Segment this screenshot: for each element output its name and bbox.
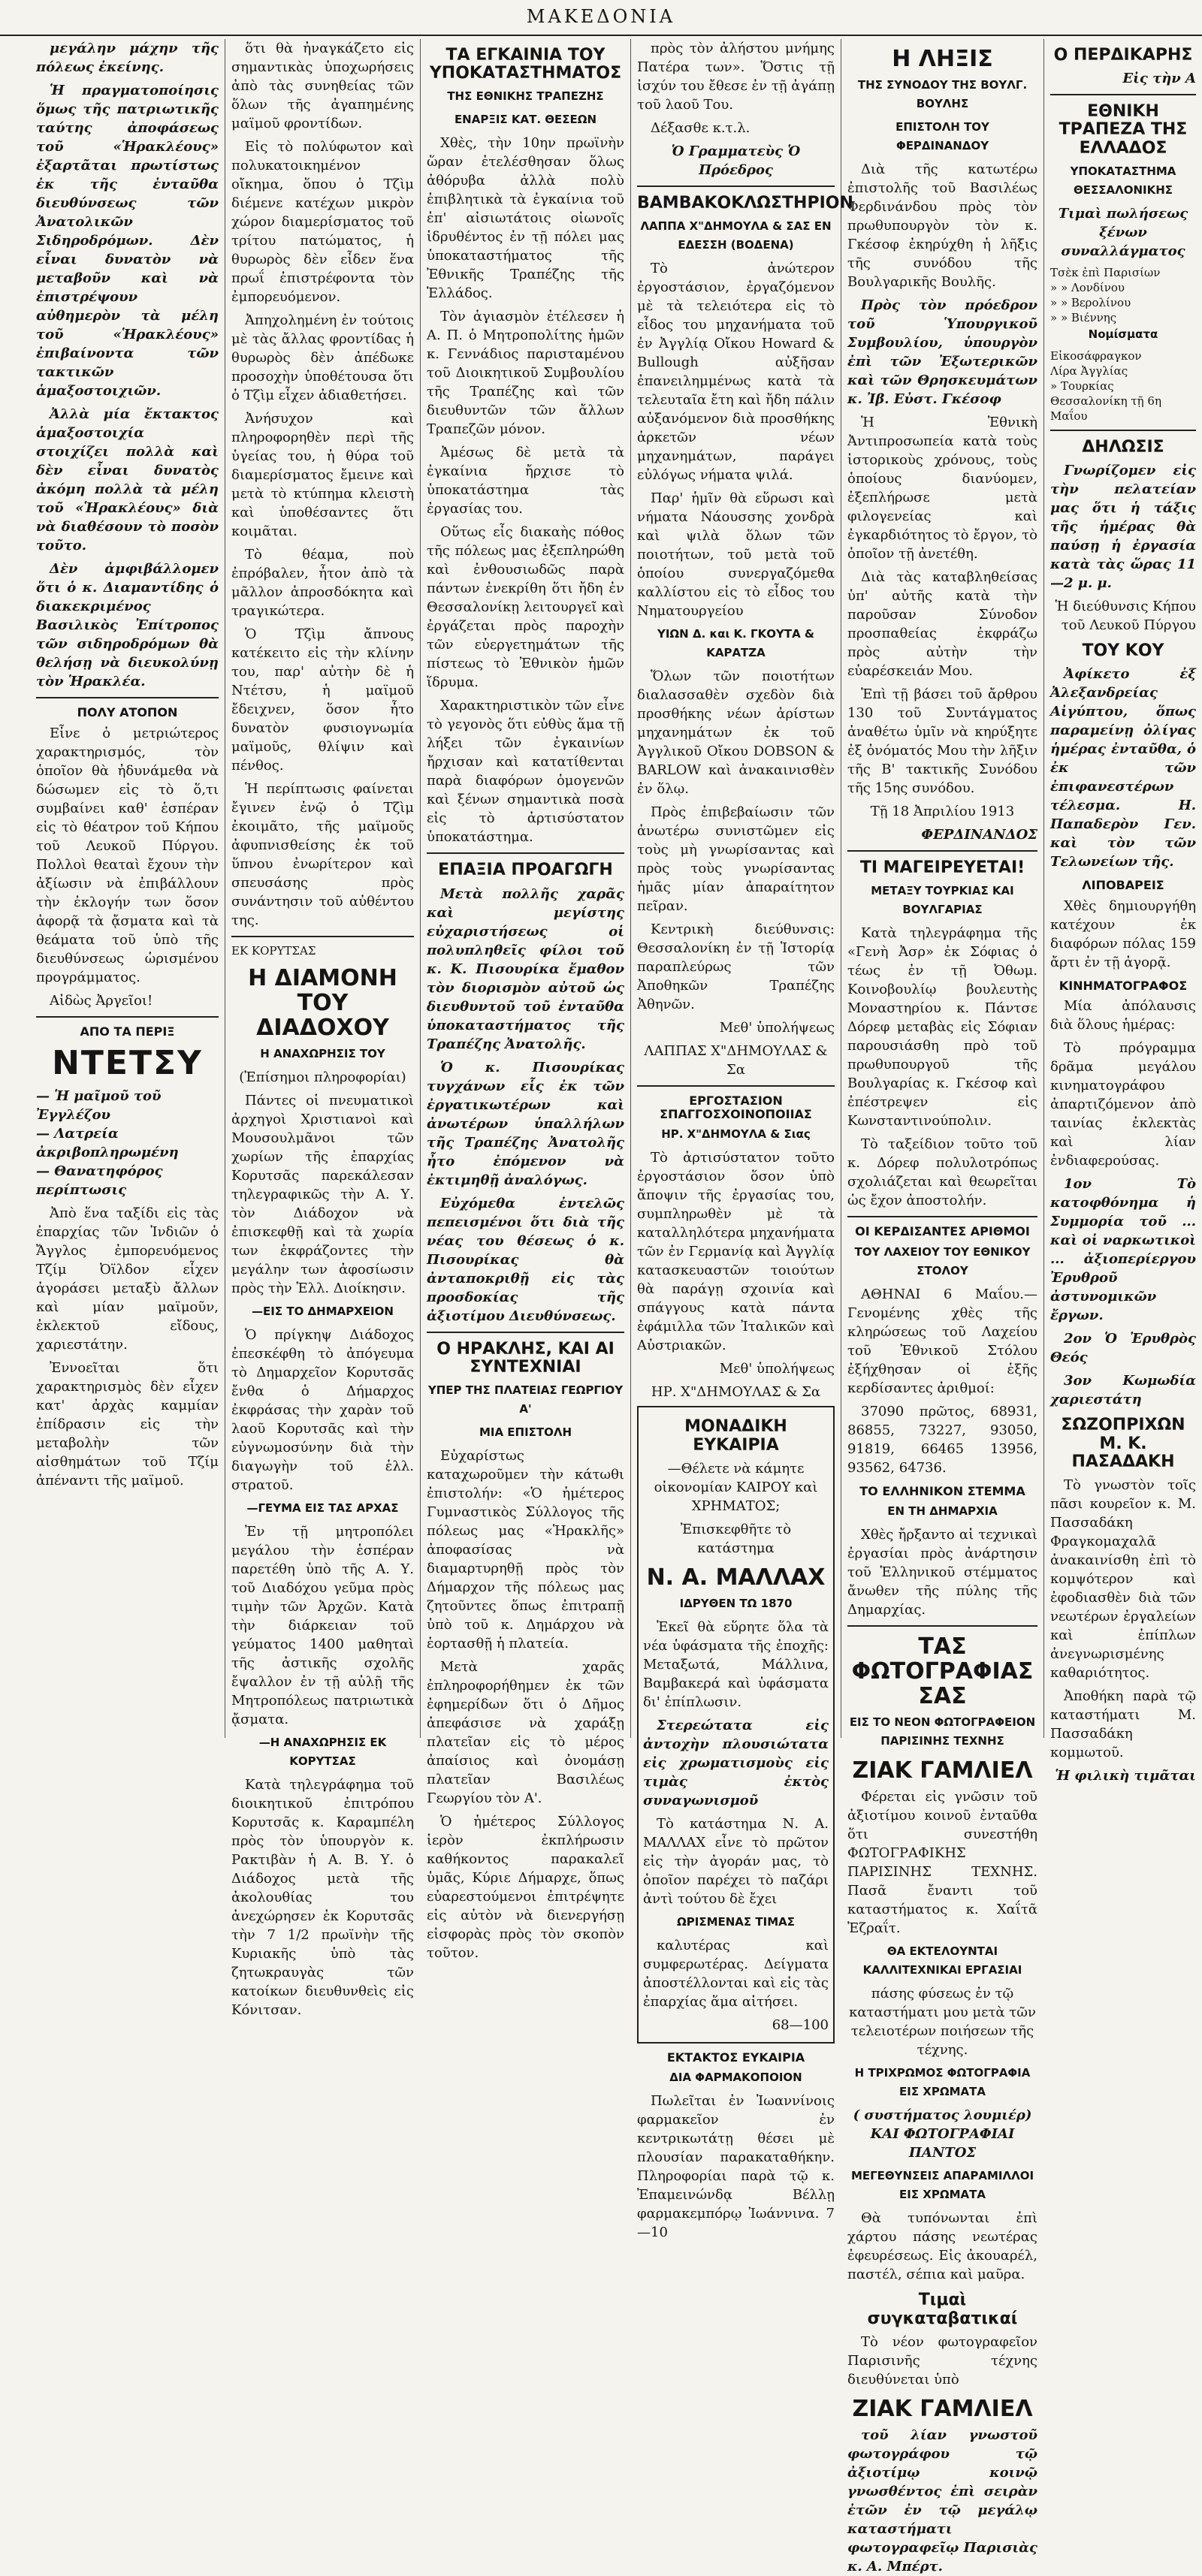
article-paragraph: Ἡ φιλικὴ τιμᾶται (1055, 1767, 1196, 1784)
article-paragraph: Γνωρίζομεν εἰς τὴν πελατείαν μας ὅτι ἡ τάξις τῆς ἡμέρας θὰ παύσῃ ἡ ἐργασία κατὰ τὰς ὥρας 11—2 μ. μ. (1050, 462, 1196, 591)
headline-fotografias: ΤΑΣ ΦΩΤΟΓΡΑΦΙΑΣ ΣΑΣ (851, 1633, 1034, 1710)
ad-paragraph: Πωλεῖται ἐν Ἰωαννίνοις φαρμακεῖον ἐν κεντρικωτάτῃ θέσει μὲ πλουσίαν παρακαταθήκην. Πληροφορίαι παρὰ τῷ κ. Ἐπαμεινώνδᾳ Βέλλῃ φαρμακεμπόρῳ Ἰωάννινα. 7—10 (637, 2093, 835, 2241)
article-paragraph: Ἀπηχολημένη ἐν τούτοις μὲ τὰς ἄλλας φροντίδας ἡ θυρωρὸς δὲν ἀπέδωκε προσοχὴν ὑποθέτουσα ὅτι ὁ Τζὶμ εἶχεν ἀδιαθετήσει. (231, 312, 414, 403)
article-paragraph: Χθὲς ἤρξαντο αἱ τεχνικαὶ ἐργασίαι πρὸς ἀνάρτησιν τοῦ Ἑλληνικοῦ στέμματος ἄνωθεν τῆς πύλης τῆς Δημαρχίας. (847, 1527, 1037, 1618)
article-paragraph: Μετὰ χαρᾶς ἐπληροφορήθημεν ἐκ τῶν ἐφημερίδων ὅτι ὁ Δῆμος ἀπεφάσισε νὰ χαράξῃ πλατεῖαν εἰς τὸ μέρος ἀπαίσιος καὶ ὀνομάσῃ πλατεῖαν Βασιλέως Γεωργίου τὸν Α'. (427, 1658, 624, 1806)
article-paragraph: 3ον Κωμωδία χαριεστάτη (1050, 1373, 1196, 1408)
headline-monadiki: ΜΟΝΑΔΙΚΗ ΕΥΚΑΙΡΙΑ (684, 1417, 787, 1455)
article-paragraph: Εὐχόμεθα ἐντελῶς πεπεισμένοι ὅτι διὰ τῆς νέας του θέσεως ὁ κ. Πισουρίκας θὰ ἀνταποκριθῇ εἰς τὰς προσδοκίας τῆς ἀξιοτίμου Διευθύνσεως. (427, 1195, 624, 1324)
article-paragraph: 2ον Ὁ Ἐρυθρὸς Θεός (1050, 1331, 1196, 1366)
article-paragraph: Αἰδὼς Ἀργεῖοι! (50, 992, 153, 1009)
ad-paragraph: καλυτέρας καὶ συμφερωτέρας. Δείγματα ἀποστέλλονται καὶ εἰς τὰς ἐπαρχίας ἅμα αἰτήσει. (643, 1937, 829, 2010)
subheadline-megethynseis: ΜΕΓΕΘΥΝΣΕΙΣ ΑΠΑΡΑΜΙΛΛΟΙ ΕΙΣ ΧΡΩΜΑΤΑ (850, 2169, 1034, 2202)
subheadline-ellinikon: ΕΝ ΤΗ ΔΗΜΑΡΧΙΑ (887, 1504, 998, 1519)
headline-mageireyetai: ΤΙ ΜΑΓΕΙΡΕΥΕΤΑΙ! (859, 858, 1025, 877)
article-paragraph: Εἶνε ὁ μετριώτερος χαρακτηρισμός, τὸν ὁποῖον θὰ ἠδυνάμεθα νὰ δώσωμεν εἰς τὸ ὅ,τι συμβαίνει καθ' ἑσπέραν εἰς τὸ θέατρον τοῦ Κήπου τοῦ Λευκοῦ Πύργου. Πολλοὶ θεαταὶ ἔχουν τὴν ἀξίωσιν νὰ ἐπιβάλλουν τὴν ἐκλογήν των ὅσον ἀφορᾷ τὰ ᾄσματα καὶ τὰ θεάματα τοῦ ὑπὸ τῆς διευθύνσεως ὡρισμένου προγράμματος. (36, 725, 219, 985)
article-paragraph: Πρὸς τὸν πρόεδρον τοῦ Ὑπουργικοῦ Συμβουλίου, ὑπουργὸν ἐπὶ τῶν Ἐξωτερικῶν καὶ τῶν Θρησκευμάτων κ. Ἰβ. Εὐστ. Γκέσοφ (847, 297, 1037, 407)
ad-paragraph: ΛΑΠΠΑΣ Χ"ΔΗΜΟΥΛΑΣ & Σα (644, 1043, 828, 1078)
divider (36, 1016, 219, 1018)
article-paragraph: Χαρακτηριστικὸν τῶν εἶνε τὸ γεγονὸς ὅτι εὐθὺς ἅμα τῇ λήξει τῶν ἐγκαινίων ἤρχισαν καὶ κατατίθενται παρὰ διαφόρων ὁμογενῶν καὶ ξένων σημαντικὰ ποσὰ εἰς τὸ ἀρτισύστατον ὑποκατάστημα. (427, 698, 624, 846)
ntetsy-subheads (36, 1087, 219, 1199)
article-paragraph: Τιμαὶ πωλήσεως ξένων συναλλάγματος (1058, 205, 1188, 259)
subheadline-ektaktos: ΔΙΑ ΦΑΡΜΑΚΟΠΟΙΟΝ (669, 2071, 802, 2085)
article-paragraph: Ἡ περίπτωσις φαίνεται ἔγινεν ἐνῷ ὁ Τζὶμ ἐκοιμᾶτο, τῆς μαϊμοῦς ἀφυπνισθείσης ἐκ τοῦ ὕπνου ἐνωρίτερον καὶ σπευσάσης πρὸς συνάντησιν τοῦ αὐθέντου της. (231, 781, 414, 928)
dateline-korytsa: ΕΚ ΚΟΡΥΤΣΑΣ (231, 944, 316, 958)
headline-timai: Τιμαὶ συγκαταβατικαί (867, 2291, 1018, 2328)
ad-paragraph: Μεθ' ὑπολήψεως (719, 1361, 835, 1377)
article-paragraph: πρὸς τὸν ἀλήστου μνήμης Πατέρα των». Ὅστις τῇ ἰσχύν του ἔθεσε ἐν τῇ ἀγάπῃ τοῦ λαοῦ Του. (637, 41, 835, 113)
article-paragraph: Ἐν τῇ μητροπόλει μεγάλου τὴν ἑσπέραν παρετέθη ὑπὸ τῆς Α. Υ. τοῦ Διαδόχου γεῦμα πρὸς τιμὴν τῶν Ἀρχῶν. Κατὰ τὴν διάρκειαν τοῦ γεύματος 1400 μαθηταὶ τῆς ἀστικῆς σχολῆς ἔψαλλον ἐν τῇ αὐλῇ τῆς Μητροπόλεως πατριωτικὰ ᾄσματα. (231, 1524, 414, 1727)
ad-paragraph: τοῦ λίαν γνωστοῦ φωτογράφου τῷ ἀξιοτίμῳ κοινῷ γνωσθέντος ἐπὶ σειρὰν ἐτῶν ἐν τῷ μεγάλῳ καταστήματι φωτογραφεῖῳ Παρισιὰς κ. Α. Μπέρτ. (847, 2427, 1037, 2574)
ad-paragraph: Τὸ ἀρτισύστατον τοῦτο ἐργοστάσιον ὅσον ὑπὸ ἄποψιν τῆς ἐργασίας του, συμπληρωθὲν μὲ τὰ καταλληλότερα μηχανήματα τῶν ἐν Γερμανίᾳ καὶ Ἀγγλίᾳ κατασκευαστῶν τοιούτων θὰ παράγῃ σχοινία καὶ σπάγγους κατὰ πάντα ἐφάμιλλα τῶν Ἰταλικῶν καὶ Αὐστριακῶν. (637, 1150, 835, 1354)
divider (427, 1332, 624, 1333)
section-heading-apo: ΑΠΟ ΤΑ ΠΕΡΙΞ (80, 1024, 175, 1039)
headline-ntetsy: ΝΤΕΤΣΥ (52, 1044, 203, 1083)
ad-paragraph: Ὅλων τῶν ποιοτήτων διαλασσαθὲν σχεδὸν διὰ προσθήκης νέων ἀρίστων μηχανημάτων ἐκ τοῦ Ἀγγλικοῦ Οἴκου DOBSON & BARLOW καὶ ἀνακαινισθὲν ἐν ὅλῳ. (637, 668, 835, 798)
subheadline-lixis-2: ΕΠΙΣΤΟΛΗ ΤΟΥ ΦΕΡΔΙΝΑΝΔΟΥ (895, 120, 989, 152)
subheadline-ethniki: ΥΠΟΚΑΤΑΣΤΗΜΑ ΘΕΣΣΑΛΟΝΙΚΗΣ (1070, 164, 1176, 197)
headline-ziak: ΖΙΑΚ ΓΑΜΛΙΕΛ (852, 1757, 1033, 1784)
ad-paragraph: ( συστήματος λουμιέρ) ΚΑΙ ΦΩΤΟΓΡΑΦΙΑΙ ΠΑΝΤΟΣ (853, 2107, 1032, 2161)
headline-sozoprixon: ΣΩΖΟΠΡΙΧΩΝ Μ. Κ. ΠΑΣΑΔΑΚΗ (1061, 1416, 1185, 1471)
article-paragraph: Πάντες οἱ πνευματικοὶ ἀρχηγοὶ Χριστιανοὶ καὶ Μουσουλμᾶνοι τῶν χωρίων τῆς ἐπαρχίας Κορυτσᾶς παρεκάλεσαν τηλεγραφικῶς τὴν Α. Υ. τὸν Διάδοχον νὰ ἐπισκεφθῇ καὶ τὰ χωρία των ἐκφράζοντες τὴν μεγάλην των ἀφοσίωσιν πρὸς τὴν Ἑλλ. Διοίκησιν. (231, 1093, 414, 1296)
divider (1050, 430, 1196, 431)
article-paragraph: Ἀλλὰ μία ἔκτακτος ἁμαξοστοιχία στοιχίζει πολλὰ καὶ δὲν εἶναι δυνατὸς ἀκόμη πολλὰ τὰ μέλη τοῦ «Ἡρακλέους» διὰ νὰ διαθέσουν τὸ ποσὸν τοῦτο. (36, 406, 219, 554)
article-paragraph: Ἐπὶ τῇ βάσει τοῦ ἄρθρου 130 τοῦ Συντάγματος ἀναθέτω ὑμῖν νὰ κηρύξητε ἐξ ὀνόματός Μου τὴν λῆξιν τῆς Β' τακτικῆς Συνόδου τῆς 15ης συνόδου. (847, 686, 1037, 796)
headline-iraklis: Ο ΗΡΑΚΛΗΣ, ΚΑΙ ΑΙ ΣΥΝΤΕΧΝΙΑΙ (436, 1339, 615, 1377)
divider (1050, 94, 1196, 95)
article-paragraph: Διὰ τὰς καταβληθείσας ὑπ' αὐτῆς κατὰ τὴν παροῦσαν Σύνοδον προσπαθείας ἐκφράζω πρὸς αὐτὴν τὴν εὐαρέσκειάν Μου. (847, 569, 1037, 679)
divider (637, 186, 835, 187)
headline-poly-atopon: ΠΟΛΥ ΑΤΟΠΟΝ (77, 705, 178, 719)
headline-ethniki: ΕΘΝΙΚΗ ΤΡΑΠΕΖΑ ΤΗΣ ΕΛΛΑΔΟΣ (1059, 102, 1188, 158)
article-paragraph: Ἀμέσως δὲ μετὰ τὰ ἐγκαίνια ἤρχισε τὸ ὑποκατάστημα τὰς ἐργασίας του. (427, 445, 624, 517)
headline-vamvakoklostirion: ΒΑΜΒΑΚΟΚΛΩΣΤΗΡΙΟΝ (637, 194, 853, 213)
article-paragraph: Χθὲς, τὴν 10ην πρωϊνὴν ὥραν ἐτελέσθησαν ὅλως ἀθόρυβα ἀλλὰ πολὺ ἐπιβλητικὰ τὰ ἐγκαίνια τοῦ ἐπ' αἰσιωτάτοις οἰωνοῖς ἱδρυθέντος ἐν τῇ πόλει μας ὑποκαταστήματος τῆς Ἐθνικῆς Τραπέζης τῆς Ἑλλάδος. (427, 135, 624, 302)
article-paragraph: Τὸ γνωστὸν τοῖς πᾶσι κουρεῖον κ. Μ. Πασσαδάκη Φραγκομαχαλᾶ ἀνακαινίσθη ἐπὶ τὸ κομψότερον καὶ ἐφοδιασθὲν διὰ τῶν νεωτέρων ἐργαλείων καὶ ἐπίπλων ἀνεγνωρισμένης καθαριότητος. (1050, 1477, 1196, 1681)
divider (847, 1216, 1037, 1217)
ad-paragraph: πάσης φύσεως ἐν τῷ καταστήματι μου μετὰ τῶν τελειοτέρων ποιήσεων τῆς τέχνης. (849, 1986, 1036, 2059)
article-paragraph: ΑΘΗΝΑΙ 6 Μαΐου.— Γενομένης χθὲς τῆς κληρώσεως τοῦ Λαχείου τοῦ Ἐθνικοῦ Στόλου ἐξήχθησαν οἱ ἑξῆς κερδίσαντες ἀριθμοί: (847, 1286, 1037, 1396)
article-paragraph: Οὕτως εἶς διακαὴς πόθος τῆς πόλεως μας ἐξεπληρώθη καὶ ἐνθουσιωδῶς παρὰ πάντων ἐνεκρίθη ὅτι ἤδη ἐν Θεσσαλονίκῃ λειτουργεῖ καὶ ἐργάζεται πρὸς παροχὴν τῶν εὐεργετημάτων τῆς πίστεως τὸ Ἐθνικὸν ἡμῶν ἵδρυμα. (427, 524, 624, 691)
ad-paragraph: Τὸ νέον φωτογραφεῖον Παρισινῆς τέχνης διευθύνεται ὑπὸ (847, 2333, 1037, 2387)
headline-ziak-2: ΖΙΑΚ ΓΑΜΛΙΕΛ (852, 2395, 1033, 2422)
column-2 (225, 39, 421, 2018)
ad-price: 68—100 (772, 2016, 829, 2033)
article-date: Τῇ 18 Ἀπριλίου 1913 (870, 804, 1015, 819)
article-paragraph: Ἐννοεῖται ὅτι χαρακτηρισμὸς δὲν εἶχεν κατ' ἀρχὰς καμμίαν ἐπίδρασιν εἰς τὴν μεταβολὴν τῶν αἰσθημάτων τοῦ Τζίμ ἀπέναντι τῆς μαϊμοῦ. (36, 1359, 219, 1489)
coin-row: » Τουρκίας (1050, 379, 1114, 393)
headline-lipovareis: ΛΙΠΟΒΑΡΕΙΣ (1082, 878, 1164, 893)
lottery-numbers: 37090 πρῶτος, 68931, 86855, 73227, 93050, 91819, 66465 13956, 93562, 64736. (847, 1403, 1037, 1476)
subheadline-mageireyetai: ΜΕΤΑΞΥ ΤΟΥΡΚΙΑΣ ΚΑΙ ΒΟΥΛΓΑΡΙΑΣ (871, 884, 1014, 917)
divider (637, 1085, 835, 1087)
ad-box-mallax (637, 1406, 835, 2043)
ad-paragraph: Στερεώτατα εἰς ἀντοχὴν πλουσιώτατα εἰς χρωματισμοὺς εἰς τιμὰς ἐκτὸς συναγωνισμοῦ (643, 1717, 829, 1808)
column-4 (631, 39, 853, 2241)
headline-diamoni: Η ΔΙΑΜΟΝΗ ΤΟΥ ΔΙΑΔΟΧΟΥ (248, 965, 397, 1041)
ad-paragraph: ΗΡ. Χ"ΔΗΜΟΥΛΑΣ & Σα (651, 1384, 821, 1401)
divider (427, 852, 624, 854)
headline-ergostasion: ΕΡΓΟΣΤΑΣΙΟΝ ΣΠΑΓΓΟΣΧΟΙΝΟΠΟΙΙΑΣ (660, 1093, 812, 1121)
headline-kinimatografos: ΚΙΝΗΜΑΤΟΓΡΑΦΟΣ (1059, 978, 1188, 993)
subheadline-diamoni: Η ΑΝΑΧΩΡΗΣΙΣ ΤΟΥ (260, 1047, 385, 1060)
subheadline-vamv-2: ΥΙΩΝ Δ. και Κ. ΓΚΟΥΤΑ & ΚΑΡΑΤΖΑ (657, 627, 814, 660)
subheadline-vamv: ΛΑΠΠΑ Χ"ΔΗΜΟΥΛΑ & ΣΑΣ ΕΝ ΕΔΕΣΣΗ (ΒΟΔΕΝΑ) (640, 219, 832, 252)
subheadline-egkainia-2: ΕΝΑΡΞΙΣ ΚΑΤ. ΘΕΣΕΩΝ (454, 113, 597, 127)
article-paragraph: Ὁ πρίγκηψ Διάδοχος ἐπεσκέφθη τὸ ἀπόγευμα τὸ Δημαρχεῖον Κορυτσᾶς ἔνθα ὁ Δήμαρχος ἐκφράσας τὴν χαρὰν τοῦ λαοῦ Κορυτσᾶς καὶ τὴν εὐγνωμοσύνην διὰ τὴν διαγωγὴν τοῦ ἑλλ. στρατοῦ. (231, 1327, 414, 1493)
divider (847, 1625, 1037, 1627)
rate-row: » » Βερολίνου (1050, 295, 1131, 309)
article-paragraph: Κατὰ τηλεγράφημα τῆς «Γενὴ Ἀσρ» ἐκ Σόφιας ὁ τέως ἐν τῇ Ὀθωμ. Κοινοβουλίῳ βουλευτὴς Μοναστηρίου κ. Πάντσε Δόρεφ μεταβὰς εἰς Σόφιαν παρουσιάσθη πρὸ τοῦ πρωθυπουργοῦ τῆς Βουλγαρίας κ. Γκέσοφ καὶ ἐπέστρεψεν εἰς Κωνσταντινούπολιν. (847, 925, 1037, 1130)
headline-ektaktos: ΕΚΤΑΚΤΟΣ ΕΥΚΑΙΡΙΑ (666, 2050, 805, 2065)
subheadline-fotografias: ΕΙΣ ΤΟ ΝΕΟΝ ΦΩΤΟΓΡΑΦΕΙΟΝ ΠΑΡΙΣΙΝΗΣ ΤΕΧΝΗΣ (849, 1715, 1036, 1748)
headline-tou-kou: ΤΟΥ ΚΟΥ (1082, 641, 1164, 660)
article-paragraph: Ἡ διεύθυνσις Κήπου τοῦ Λευκοῦ Πύργου (1055, 598, 1196, 633)
article-paragraph: Ὁ Τζὶμ ἄπνους κατέκειτο εἰς τὴν κλίνην του, παρ' αὐτὴν δὲ ἡ Ντέτσυ, ἡ μαϊμοῦ ἔδειχνεν, ὅσον ἦτο δυνατὸν φυσιογνωμία μαϊμοῦς, θλίψιν καὶ πένθος. (231, 626, 414, 774)
article-paragraph: Ἀπὸ ἕνα ταξίδι εἰς τὰς ἐπαρχίας τῶν Ἰνδιῶν ὁ Ἄγγλος ἐμπορευόμενος Τζίμ Ὀϊλδον εἶχεν ἀγοράσει μεταξὺ ἄλλων καὶ μίαν μαϊμοῦν, ἐκλεκτοῦ εἴδους, χαριεστάτην. (36, 1205, 219, 1353)
ad-paragraph: Τὸ ἀνώτερον ἐργοστάσιον, ἐργαζόμενον μὲ τὰ τελειότερα εἰς τὸ εἶδος του μηχανήματα τοῦ ἐν Ἀγγλίᾳ Οἴκου Howard & Bullough αὐξῆσαν ἐπανειλημμένως κατὰ τὰ τελευταῖα ἔτη καὶ ἤδη πάλιν αὐξανόμενον διὰ προσθήκης ἀρκετῶν νέων μηχανημάτων, παράγει εὐλόγως νήματα ψιλά. (637, 261, 835, 484)
ad-paragraph: Ἐκεῖ θὰ εὕρητε ὅλα τὰ νέα ὑφάσματα τῆς ἐποχῆς: Μεταξωτά, Μάλλινα, Βαμβακερά καὶ ὑφάσματα δι' ἐπίπλωσιν. (643, 1618, 829, 1710)
headline-egkainia: ΤΑ ΕΓΚΑΙΝΙΑ ΤΟΥ ΥΠΟΚΑΤΑΣΤΗΜΑΤΟΣ (429, 46, 622, 83)
ad-paragraph: —Θέλετε νὰ κάμητε οἰκονομίαν ΚΑΙΡΟΥ καὶ ΧΡΗΜΑΤΟΣ; (654, 1460, 818, 1514)
article-paragraph: ὅτι θὰ ἠναγκάζετο εἰς σημαντικὰς ὑποχωρήσεις ἀπὸ τὰς συνηθείας τῶν ὅλων τῆς ἀγαπημένης μαϊμοῦ φροντίδων. (231, 41, 414, 131)
coin-row: Θεσσαλονίκη τῇ 6η Μαΐου (1050, 394, 1161, 423)
column-5 (841, 39, 1044, 2574)
subhead: — Θανατηφόρος περίπτωσις (36, 1163, 163, 1198)
article-paragraph: Ἀφίκετο ἐξ Ἀλεξανδρείας Αἰγύπτου, ὅπως παραμείνῃ ὀλίγας ἡμέρας ἐνταῦθα, ὁ ἐκ τῶν ἐπιφανεστέρων τέλεσμα. Η. Παπαδερὸν Γεν. καὶ τὸν τῶν Τελωνείων τῆς. (1050, 666, 1196, 870)
subheadline-geyma: —ΓΕΥΜΑ ΕΙΣ ΤΑΣ ΑΡΧΑΣ (246, 1501, 399, 1515)
article-paragraph: Διὰ τῆς κατωτέρω ἐπιστολῆς τοῦ Βασιλέως Φερδινάνδου πρὸς τὸν πρωθυπουργὸν τὸν κ. Γκέσοφ ἐκηρύχθη ἡ λῆξις τῆς συνόδου τῆς Βουλγαρικῆς Βουλῆς. (847, 161, 1037, 290)
article-paragraph: Δέξασθε κ.τ.λ. (651, 120, 750, 136)
rate-row: Τσὲκ ἐπὶ Παρισίων (1050, 265, 1161, 279)
column-1 (30, 39, 225, 1738)
article-paragraph: 1ον Τὸ κατοφθόνημα ἡ Συμμορία τοῦ ... καὶ οἱ ναρκωτικοὶ ... ἀξιοπερίεργου Ἐρυθροῦ ἀστυνομικῶν ἔργων. (1050, 1176, 1196, 1324)
article-paragraph: (Ἐπίσημοι πληροφορίαι) (239, 1069, 406, 1085)
headline-lixis: Η ΛΗΞΙΣ (892, 46, 993, 72)
article-paragraph: Τὸ πρόγραμμα δρᾶμα μεγάλου κινηματογράφου ἀπαρτιζόμενον ἀπὸ ταινίας ἐκλεκτὰς καὶ λίαν ἐνδιαφερούσας. (1050, 1040, 1196, 1169)
article-paragraph: Ὁ κ. Πισουρίκας τυγχάνων εἷς ἐκ τῶν ἐργατικωτέρων καὶ ἀνωτέρων ὑπαλλήλων τῆς Τραπέζης Ἀνατολῆς ἦτο ἐπόμενον νὰ ἐκτιμηθῇ ἀναλόγως. (427, 1059, 624, 1188)
ad-paragraph: Τὸ κατάστημα Ν. Α. ΜΑΛΛΑΧ εἶνε τὸ πρῶτον εἰς τὴν ἀγοράν μας, τὸ ὁποῖον παρέχει τὸ παζάρι ἀντὶ τούτου δὲ ἔχει (643, 1815, 829, 1907)
article-paragraph: Κατὰ τηλεγράφημα τοῦ διοικητικοῦ ἐπιτρόπου Κορυτσᾶς κ. Καραμπέλη πρὸς τὸν ὑπουργὸν κ. Ρακτιβὰν ἡ Α. Β. Υ. ὁ Διάδοχος μετὰ τῆς ἀκολουθίας του ἀνεχώρησεν ἐκ Κορυτσᾶς τὴν 7 1/2 πρωϊνὴν τῆς Κυριακῆς ὑπὸ τὰς ζητωκραυγὰς τῶν κατοίκων διευθυνθεὶς εἰς Κόνιτσαν. (231, 1777, 414, 2018)
headline-perdikaris: Ο ΠΕΡΔΙΚΑΡΗΣ (1053, 46, 1193, 65)
article-paragraph: Τὸ θέαμα, ποὺ ἐπρόβαλεν, ἦτον ἀπὸ τὰ μᾶλλον ἀπροσδόκητα καὶ τραγικώτερα. (231, 547, 414, 619)
article-paragraph: μεγάλην μάχην τῆς πόλεως ἐκείνης. (36, 41, 219, 75)
subheadline-iraklis: ΥΠΕΡ ΤΗΣ ΠΛΑΤΕΙΑΣ ΓΕΩΡΓΙΟΥ Α' (427, 1383, 624, 1416)
article-paragraph: Ὁ ἡμέτερος Σύλλογος ἱερὸν ἐκπλήρωσιν καθήκοντος παρακαλεῖ ὑμᾶς, Κύριε Δήμαρχε, ὅπως εὐαρεστούμενοι ἐπιτρέψητε εἰς αὐτὸν νὰ διενεργήσῃ εἰσφορὰς πρὸς τὸν σκοπὸν τοῦτον. (427, 1813, 624, 1961)
subhead: — Λατρεία ἀκριβοπληρωμένη (36, 1125, 179, 1160)
masthead (0, 0, 1202, 36)
article-paragraph: Τὸν ἁγιασμὸν ἐτέλεσεν ἡ Α. Π. ὁ Μητροπολίτης ἡμῶν κ. Γεννάδιος παρισταμένου τοῦ Διοικητικοῦ Συμβουλίου τῆς Τραπέζης καὶ τῶν διευθυντῶν τῶν ἄλλων Τραπεζῶν μόνον. (427, 309, 624, 438)
article-paragraph: Ἀποθήκη παρὰ τῷ καταστήματι Μ. Πασσαδάκη κομμωτοῦ. (1050, 1688, 1196, 1760)
divider (847, 850, 1037, 852)
divider (231, 936, 414, 937)
coin-row: Εἰκοσάφραγκον (1050, 348, 1142, 363)
ad-paragraph: Πρὸς ἐπιβεβαίωσιν τῶν ἀνωτέρω συνιστῶμεν εἰς τοὺς μὴ γνωρίσαντας καὶ πρὸς τοὺς γνωρίσαντας ἡμᾶς μίαν ἀπαραίτητον πεῖραν. (637, 804, 835, 915)
headline-ellinikon: ΤΟ ΕΛΛΗΝΙΚΟΝ ΣΤΕΜΜΑ (859, 1483, 1025, 1498)
headline-epaxia: ΕΠΑΞΙΑ ΠΡΟΑΓΩΓΗ (438, 861, 613, 880)
ad-paragraph: Κεντρικὴ διεύθυνσις: Θεσσαλονίκη ἐν τῇ Ἱστορίᾳ παραπλεύρως τῶν Ἀποθηκῶν Τραπέζης Ἀθηνῶν. (637, 922, 835, 1013)
subheadline-lixis: ΤΗΣ ΣΥΝΟΔΟΥ ΤΗΣ ΒΟΥΛΓ. ΒΟΥΛΗΣ (857, 78, 1028, 110)
subhead: — Ἡ μαῖμοῦ τοῦ Ἐγγλέζου (36, 1087, 162, 1123)
newspaper-title: ΜΑΚΕΔΟΝΙΑ (526, 6, 676, 27)
ad-paragraph: Παρ' ἡμῖν θὰ εὕρωσι καὶ νήματα Νάουσσης χονδρὰ καὶ ψιλὰ ὅλων τῶν ποιοτήτων, τοῦ μετὰ τοῦ ὁποίου συνεργαζόμεθα καλλίστου εἰς τὸ εἶδος του Νηματουργείου (637, 490, 835, 620)
subheadline-mallax: ΙΔΡΥΘΕΝ ΤΩ 1870 (679, 1596, 793, 1610)
article-paragraph: Ἀνήσυχον καὶ πληροφορηθὲν περὶ τῆς ὑγείας του, ἡ θύρα τοῦ διαμερίσματος ἔμεινε καὶ μετὰ τὸ κτύπημα κλειστὴ καὶ ὑποθέσαντες ὅτι κοιμᾶται. (231, 411, 414, 539)
subheadline-nomismata: Νομίσματα (1088, 327, 1158, 341)
subheadline-dimarxeion: —ΕΙΣ ΤΟ ΔΗΜΑΡΧΕΙΟΝ (252, 1305, 394, 1318)
rate-row: » » Βιέννης (1050, 310, 1117, 324)
article-paragraph: Εὐχαρίστως καταχωροῦμεν τὴν κάτωθι ἐπιστολήν: «Ὁ ἡμέτερος Γυμναστικὸς Σύλλογος τῆς πόλεως μας «Ἡρακλῆς» ἀποφασίσας νὰ διαμαρτυρηθῇ πρὸς τὸν Δήμαρχον τῆς πόλεως μας ζητοῦντες ὅπως ἐπιτραπῇ ὑπὸ τοῦ κ. Δημάρχου νὰ ἑορτασθῇ ἡ πλατεία. (427, 1447, 624, 1651)
article-paragraph: Μία ἀπόλαυσις διὰ ὅλους ἡμέρας: (1050, 998, 1196, 1033)
article-paragraph: Δὲν ἀμφιβάλλομεν ὅτι ὁ κ. Διαμαντίδης ὁ διακεκριμένος Βασιλικὸς Ἐπίτροπος τῶν σιδηροδρόμων θὰ θελήσῃ νὰ διευκολύνῃ τὸν Ἡρακλέα. (36, 561, 219, 689)
article-paragraph: Εἰς τὸ πολύφωτον καὶ πολυκατοικημένον οἴκημα, ὅπου ὁ Τζὶμ διέμενε κατέχων μικρὸν χώρον διαμερίσματος τοῦ τρίτου πατώματος, ἡ θυρωρὸς δὲν εἶδεν ἕνα πρωΐ ἐπιστρέφοντα τὸν ἐμπορευόμενον. (231, 139, 414, 305)
article-paragraph: Εἰς τὴν Α (1122, 71, 1196, 87)
subheadline-kalliter: ΘΑ ΕΚΤΕΛΟΥΝΤΑΙ ΚΑΛΛΙΤΕΧΝΙΚΑΙ ΕΡΓΑΣΙΑΙ (862, 1944, 1022, 1977)
coin-row: Λίρα Ἀγγλίας (1050, 363, 1128, 378)
article-paragraph: Μετὰ πολλῆς χαρᾶς καὶ μεγίστης εὐχαριστήσεως οἱ πολυπληθεῖς φίλοι τοῦ κ. Κ. Πισουρίκα ἔμαθον τὸν διορισμὸν αὐτοῦ ὡς διευθυντοῦ τοῦ ἐνταῦθα ὑποκαταστήματος τῆς Τραπέζης Ἀνατολῆς. (427, 885, 624, 1052)
subheadline-times: ΩΡΙΣΜΕΝΑΣ ΤΙΜΑΣ (677, 1914, 795, 1929)
ad-paragraph: Θὰ τυπόνωνται ἐπὶ χάρτου πάσης νεωτέρας ἐφευρέσεως. Εἰς ἀκουαρέλ, παστέλ, σέπια καὶ μαῦρα. (847, 2210, 1037, 2283)
column-6 (1044, 39, 1202, 1784)
ad-paragraph: Ἐπισκεφθῆτε τὸ κατάστημα (680, 1521, 792, 1556)
subheadline-kerdisantes: ΤΟΥ ΛΑΧΕΙΟΥ ΤΟΥ ΕΘΝΙΚΟΥ ΣΤΟΛΟΥ (854, 1244, 1031, 1277)
divider (36, 697, 219, 698)
column-3 (421, 39, 631, 1961)
subheadline-iraklis-2: ΜΙΑ ΕΠΙΣΤΟΛΗ (479, 1425, 572, 1439)
article-paragraph: Χθὲς δημιουργήθη κατέχουν ἐκ διαφόρων πόλας 159 ἄρτι ἐν τῇ ἀγορᾷ. (1050, 897, 1196, 970)
article-signature: ΦΕΡΔΙΝΑΝΔΟΣ (921, 827, 1037, 843)
subheadline-anaxorisis: —Η ΑΝΑΧΩΡΗΣΙΣ ΕΚ ΚΟΡΥΤΣΑΣ (258, 1736, 387, 1768)
rate-row: » » Λονδίνου (1050, 280, 1125, 294)
ad-paragraph: Φέρεται εἰς γνῶσιν τοῦ ἀξιοτίμου κοινοῦ ἐνταῦθα ὅτι συνεστήθη ΦΩΤΟΓΡΑΦΙΚΗΣ ΠΑΡΙΣΙΝΗΣ ΤΕΧΝΗΣ. Πασᾶ ἔναντι τοῦ καταστήματος κ. Χαΐτᾶ Ἐζραΐτ. (847, 1789, 1037, 1937)
headline-dilosis: ΔΗΛΩΣΙΣ (1082, 437, 1164, 457)
ad-paragraph: Μεθ' ὑπολήψεως (719, 1020, 835, 1036)
signature-line: Ὁ Γραμματεὺς Ὁ Πρόεδρος (671, 143, 801, 178)
article-paragraph: Ἡ Ἐθνικὴ Ἀντιπροσωπεία κατὰ τοὺς ἱστορικοὺς χρόνους, τοὺς ὁποίους διανύομεν, ἐξεπλήρωσε μετὰ φιλογενείας καὶ ἐγκαρδιότητος τὸ ἔργον, τὸ ὁποῖον τῇ ἀνετέθη. (847, 415, 1037, 562)
article-paragraph: Ἡ πραγματοποίησις ὅμως τῆς πατριωτικῆς ταύτης ἀποφάσεως τοῦ «Ἡρακλέους» ἐξαρτᾶται πρωτίστως ἐκ τῆς ἐνταῦθα διευθύνσεως τῶν Ἀνατολικῶν Σιδηροδρόμων. Δὲν εἶναι δυνατὸν νὰ μεταβοῦν καὶ νὰ ἐπιστρέψουν αὐθημερὸν τὰ μέλη τοῦ «Ἡρακλέους» ἐπιβαίνοντα τῶν τακτικῶν ἁμαξοστοιχιῶν. (36, 83, 219, 399)
subheadline-egkainia: ΤΗΣ ΕΘΝΙΚΗΣ ΤΡΑΠΕΖΗΣ (447, 89, 604, 104)
headline-kerdisantes: ΟΙ ΚΕΡΔΙΣΑΝΤΕΣ ΑΡΙΘΜΟΙ (855, 1224, 1030, 1239)
subheadline-trixromos: Η ΤΡΙΧΡΩΜΟΣ ΦΩΤΟΓΡΑΦΙΑ ΕΙΣ ΧΡΩΜΑΤΑ (854, 2066, 1031, 2099)
subheadline-ergostasion: ΗΡ. Χ"ΔΗΜΟΥΛΑ & Σιας (661, 1127, 811, 1142)
article-paragraph: Τὸ ταξείδιον τοῦτο τοῦ κ. Δόρεφ πολυλοτρόπως σχολιάζεται καὶ θεωρεῖται ὡς ἔχον ἀποστολήν. (847, 1136, 1037, 1209)
headline-mallax: Ν. Α. ΜΑΛΛΑΧ (646, 1564, 826, 1591)
